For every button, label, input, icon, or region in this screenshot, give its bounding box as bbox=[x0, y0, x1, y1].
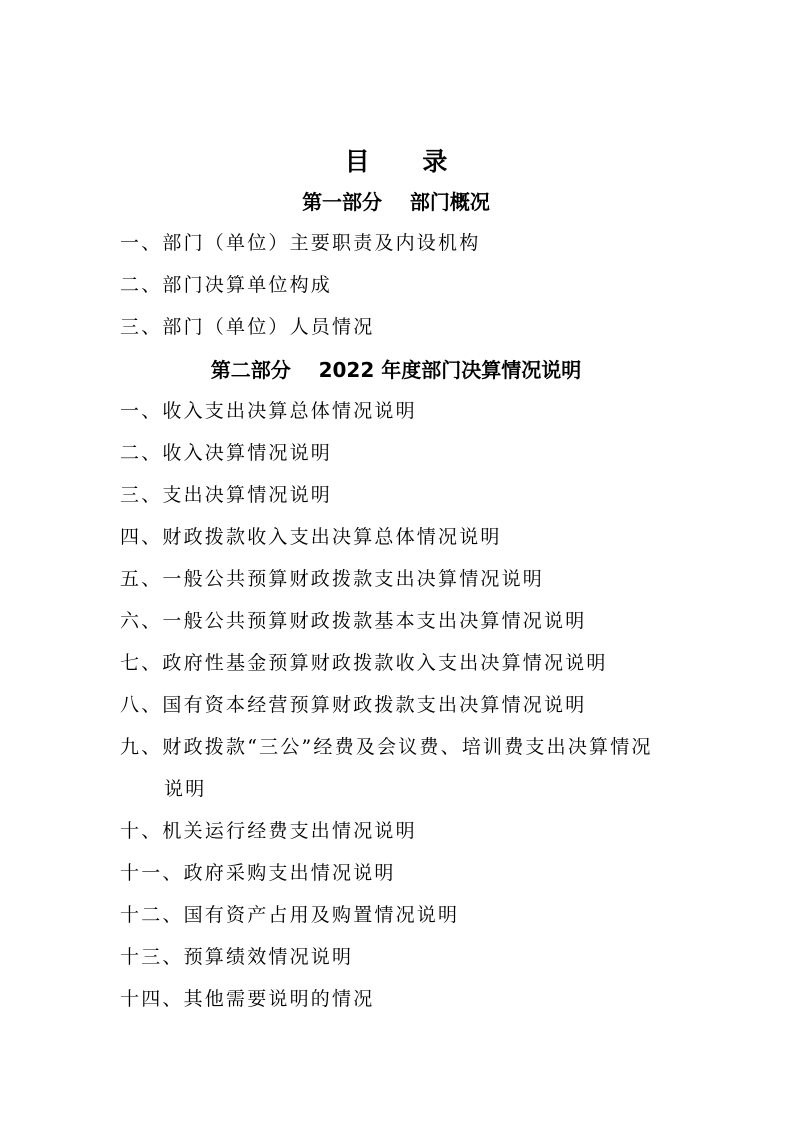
part1-heading: 第一部分 部门概况 bbox=[302, 190, 490, 214]
toc-item: 三、支出决算情况说明 bbox=[120, 484, 333, 506]
toc-item: 三、部门（单位）人员情况 bbox=[120, 316, 375, 338]
toc-item: 八、国有资本经营预算财政拨款支出决算情况说明 bbox=[120, 694, 587, 716]
toc-item-continuation: 说明 bbox=[164, 778, 207, 800]
page-title: 目 录 bbox=[344, 147, 470, 176]
toc-item: 二、部门决算单位构成 bbox=[120, 274, 333, 296]
toc-item: 四、财政拨款收入支出决算总体情况说明 bbox=[120, 526, 502, 548]
toc-item: 九、财政拨款“三公”经费及会议费、培训费支出决算情况 bbox=[120, 736, 653, 758]
toc-item: 十、机关运行经费支出情况说明 bbox=[120, 820, 417, 842]
toc-item: 十三、预算绩效情况说明 bbox=[120, 946, 354, 968]
toc-item: 十四、其他需要说明的情况 bbox=[120, 988, 375, 1010]
toc-item: 十二、国有资产占用及购置情况说明 bbox=[120, 904, 460, 926]
toc-item: 五、一般公共预算财政拨款支出决算情况说明 bbox=[120, 568, 545, 590]
toc-item: 二、收入决算情况说明 bbox=[120, 442, 333, 464]
toc-item: 七、政府性基金预算财政拨款收入支出决算情况说明 bbox=[120, 652, 608, 674]
toc-item: 六、一般公共预算财政拨款基本支出决算情况说明 bbox=[120, 610, 587, 632]
toc-item: 一、部门（单位）主要职责及内设机构 bbox=[120, 232, 481, 254]
toc-item: 十一、政府采购支出情况说明 bbox=[120, 862, 396, 884]
toc-item: 一、收入支出决算总体情况说明 bbox=[120, 400, 417, 422]
part2-heading: 第二部分 2022 年度部门决算情况说明 bbox=[210, 358, 582, 382]
